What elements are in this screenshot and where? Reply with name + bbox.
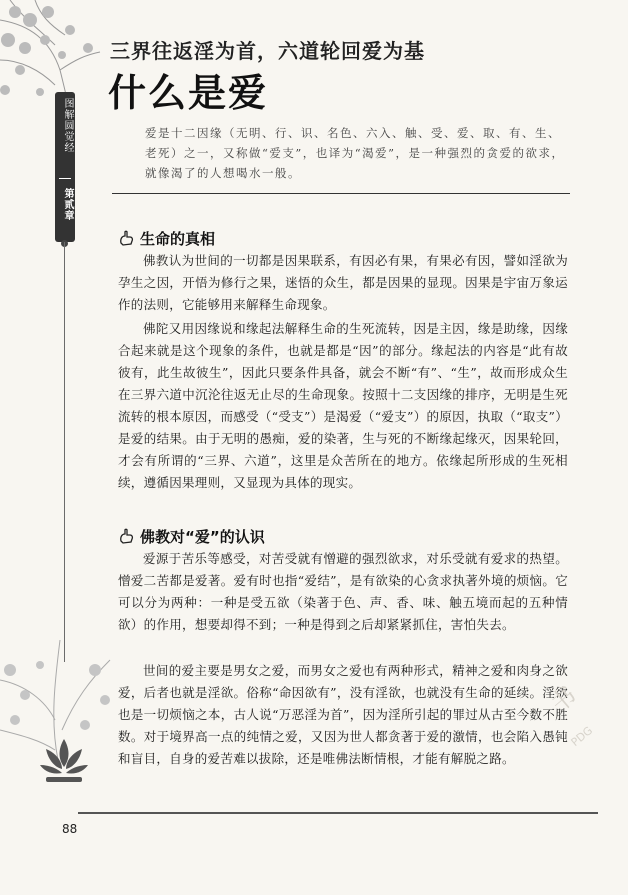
book-title-vertical: 图解圆觉经 [62, 98, 73, 153]
section-1-paragraph-1: 佛教认为世间的一切都是因果联系，有因必有果，有果必有因，譬如淫欲为孕生之因，开悟为修行之果，迷悟的众生，都是因果的显现。因果是宇宙万象运作的法则，它能够用来解释生命现象。 [118, 253, 568, 312]
tab-separator [59, 178, 71, 179]
watermark [520, 650, 628, 780]
section-heading-2 [118, 526, 265, 547]
margin-line [64, 242, 65, 662]
footer-rule [78, 812, 598, 814]
lotus-icon [36, 733, 92, 789]
section-2-paragraph-2: 世间的爱主要是男女之爱，而男女之爱也有两种形式，精神之爱和肉身之欲爱，后者也就是淫欲。俗称“命因欲有”，没有淫欲，也就没有生命的延续。淫欲也是一切烦恼之本，古人说“万恶淫为首”，因为淫所引起的罪过从古至今数不胜数。对于境界高一点的纯情之爱，又因为世人都贪著于爱的激情，也会陷入愚钝和盲目，自身的爱苦难以拔除，还是唯佛法断情根，才能有解脱之路。 [118, 663, 568, 766]
section-heading-1-text: 生命的真相 [140, 230, 216, 248]
watermark-text: 书 [545, 680, 582, 718]
pointing-hand-icon [118, 527, 136, 545]
section-heading-2-text: 佛教对“爱”的认识 [140, 528, 265, 546]
page-headline: 三界往返淫为首，六道轮回爱为基 [110, 39, 425, 63]
page-number: 88 [62, 822, 78, 836]
intro-paragraph: 爱是十二因缘（无明、行、识、名色、六入、触、受、爱、取、有、生、老死）之一，又称做“爱支”，也译为“渴爱”，是一种强烈的贪爱的欲求，就像渴了的人想喝水一般。 [145, 126, 565, 180]
section-1-paragraph-2: 佛陀又用因缘说和缘起法解释生命的生死流转，因是主因，缘是助缘，因缘合起来就是这个现象的条件，也就是都是“因”的部分。缘起法的内容是“此有故彼有，此生故彼生”，因此只要条件具备，就会不断“有”、“生”，故而形成众生在三界六道中沉沦往返无止尽的生命现象。按照十二支因缘的排序，无明是生死流转的根本原因，而感受（“受支”）是渴爱（“爱支”）的原因，执取（“取支”）是爱的结果。由于无明的愚痴，爱的染著，生与死的不断缘起缘灭，因果轮回，才会有所谓的“三界、六道”，这里是众苦所在的地方。依缘起所形成的生死相续，遵循因果理则，又显现为具体的现实。 [118, 321, 568, 490]
chapter-label-vertical: 第贰章 [62, 188, 73, 221]
page-title: 什么是爱 [108, 71, 269, 115]
chapter-side-tab [55, 92, 75, 242]
section-heading-1 [118, 228, 215, 249]
pointing-hand-icon [118, 229, 136, 247]
watermark-sub: PDG [568, 723, 596, 750]
section-2-paragraph-1: 爱源于苦乐等感受，对苦受就有憎避的强烈欲求，对乐受就有爱求的热望。憎爱二苦都是爱著。爱有时也指“爱结”，是有欲染的心贪求执著外境的烦恼。它可以分为两种：一种是受五欲（染著于色、声、香、味、触五境而起的五种情欲）的作用，想要却得不到；一种是得到之后却紧紧抓住，害怕失去。 [118, 551, 568, 632]
title-divider [112, 193, 570, 194]
